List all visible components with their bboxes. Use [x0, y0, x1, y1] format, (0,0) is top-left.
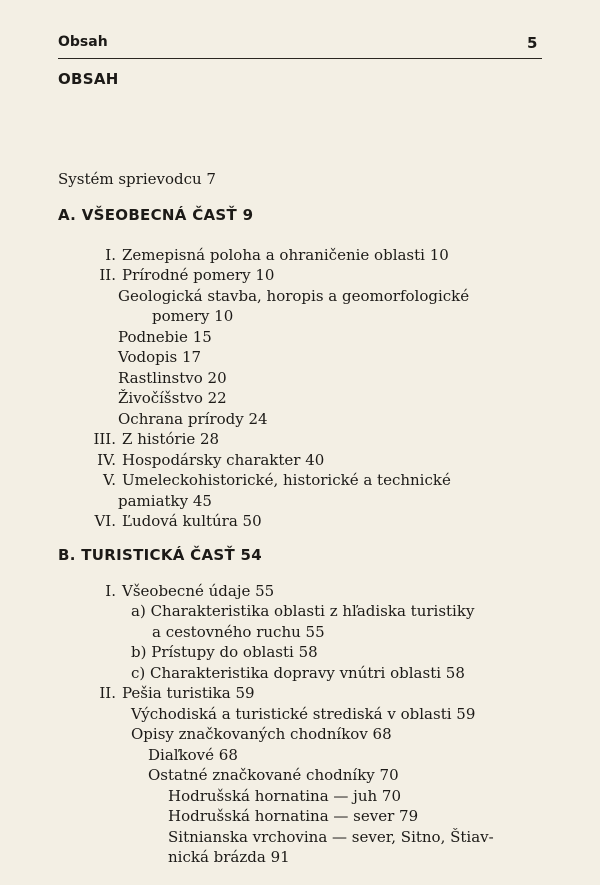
toc-entry: IV. Hospodársky charakter 40: [80, 451, 324, 469]
toc-entry: Sitnianska vrchovina — sever, Sitno, Štiav-: [168, 828, 494, 846]
running-header-title: Obsah: [58, 34, 108, 50]
toc-entry-continuation: nická brázda 91: [168, 848, 290, 866]
toc-entry: Hodrušská hornatina — juh 70: [168, 787, 401, 805]
toc-entry-continuation: a cestovného ruchu 55: [152, 623, 325, 641]
entry-numeral: II.: [99, 266, 116, 284]
entry-numeral: I.: [105, 582, 116, 600]
toc-entry: V. Umeleckohistorické, historické a technické: [80, 471, 451, 489]
toc-entry-continuation: pamiatky 45: [118, 492, 212, 510]
toc-entry: Vodopis 17: [118, 348, 202, 366]
toc-entry: Hodrušská hornatina — sever 79: [168, 807, 419, 825]
toc-entry: Ostatné značkované chodníky 70: [148, 766, 399, 784]
entry-numeral: III.: [93, 430, 116, 448]
toc-entry: I. Všeobecné údaje 55: [94, 582, 274, 600]
section-b-title: B. TURISTICKÁ ČASŤ 54: [58, 546, 263, 564]
toc-entry: II. Pešia turistika 59: [94, 684, 255, 702]
toc-entry: Východiská a turistické strediská v oblasti 59: [131, 705, 476, 723]
entry-numeral: I.: [105, 246, 116, 264]
entry-numeral: V.: [103, 471, 116, 489]
entry-numeral: VI.: [94, 512, 116, 530]
toc-entry: Ochrana prírody 24: [118, 410, 268, 428]
toc-entry: c) Charakteristika dopravy vnútri oblasti 58: [131, 664, 465, 682]
toc-entry: II. Prírodné pomery 10: [80, 266, 274, 284]
page-title: OBSAH: [58, 70, 119, 88]
toc-entry: I. Zemepisná poloha a ohraničenie oblasti 10: [80, 246, 449, 264]
header-rule: [58, 58, 542, 59]
entry-numeral: II.: [99, 684, 116, 702]
toc-entry: Rastlinstvo 20: [118, 369, 227, 387]
toc-entry-intro: Systém sprievodcu 7: [58, 170, 216, 188]
page-number: 5: [527, 34, 538, 52]
toc-entry: b) Prístupy do oblasti 58: [131, 643, 318, 661]
toc-entry: Geologická stavba, horopis a geomorfologické: [118, 287, 470, 305]
entry-numeral: IV.: [97, 451, 116, 469]
section-a-title: A. VŠEOBECNÁ ČASŤ 9: [58, 206, 254, 224]
toc-entry: Živočíšstvo 22: [118, 389, 227, 407]
toc-entry-continuation: pomery 10: [152, 307, 234, 325]
toc-entry: VI. Ľudová kultúra 50: [80, 512, 262, 530]
toc-entry: a) Charakteristika oblasti z hľadiska turistiky: [131, 602, 475, 620]
toc-entry: Opisy značkovaných chodníkov 68: [131, 725, 392, 743]
toc-entry: III. Z histórie 28: [80, 430, 219, 448]
toc-entry: Podnebie 15: [118, 328, 212, 346]
toc-entry: Diaľkové 68: [148, 746, 238, 764]
